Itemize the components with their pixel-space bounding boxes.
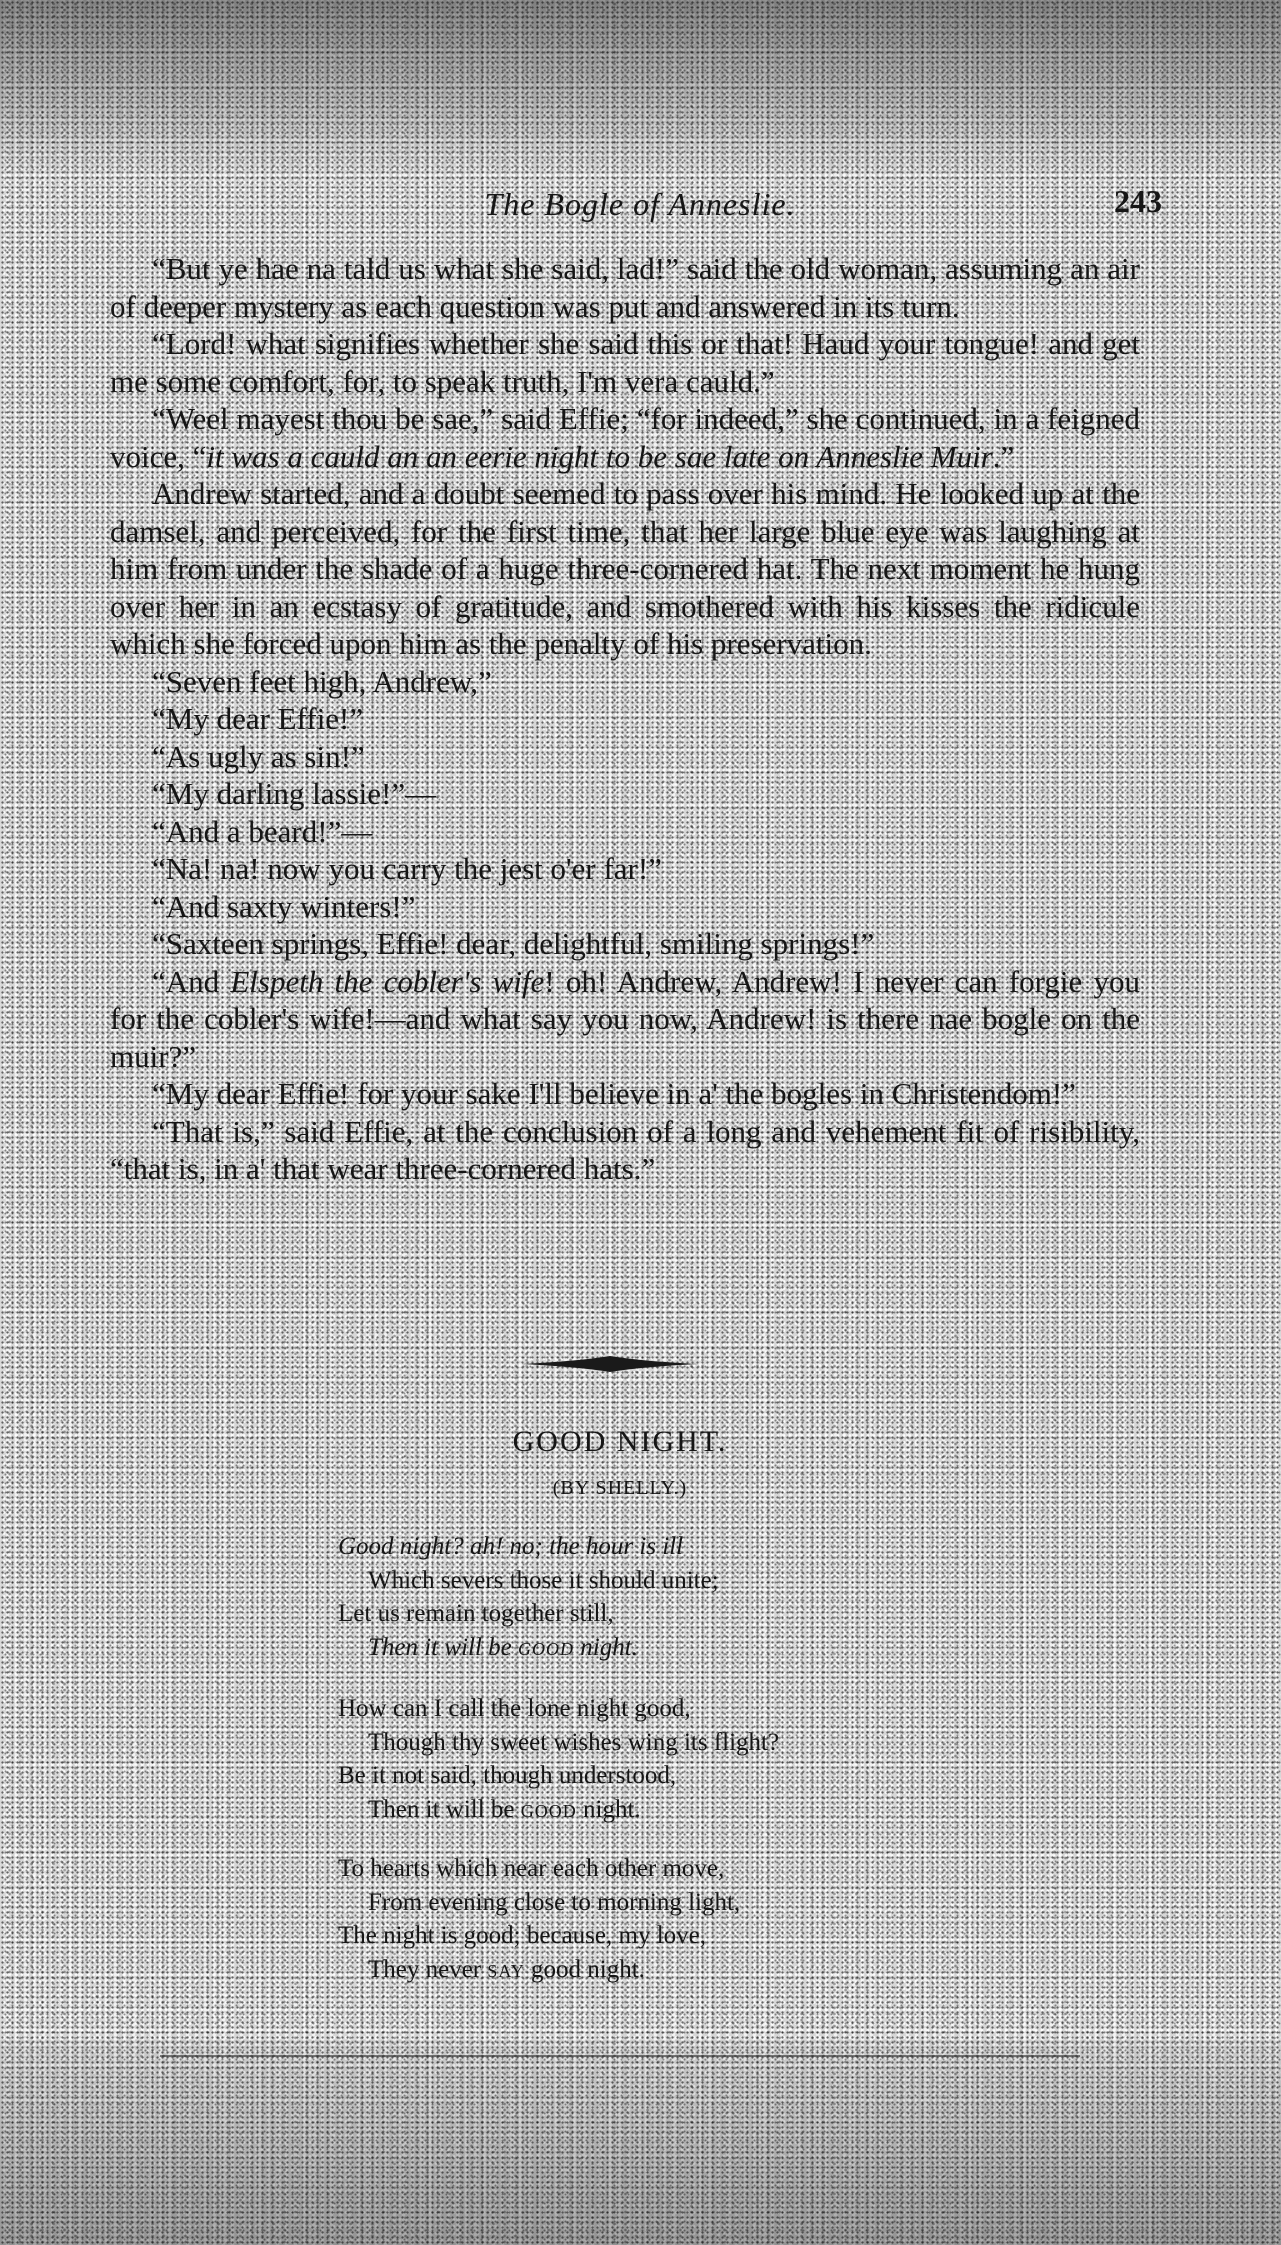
poem-line: Though thy sweet wishes wing its flight? (368, 1728, 780, 1756)
dialogue-line: “My darling lassie!”— (152, 776, 437, 811)
dialogue-line: “And a beard!”— (152, 813, 373, 849)
poem-line: Let us remain together still, (338, 1600, 614, 1627)
paragraph-italic-text: Elspeth the cobler's wife (230, 963, 545, 999)
scan-noise-bottom (0, 2040, 1281, 2245)
poem-line: Good night? ah! no; the hour is ill (338, 1533, 684, 1560)
paragraph: Andrew started, and a doubt seemed to pass over his mind. He looked up at the damsel, and perceived, for the first time, that her large blue eye was laughing at him from under the shade of a huge three-cornered hat. The next moment he hung over her in an ecstasy of gratitude, and smothered with his kisses the ridicule which she forced upon him as the penalty of his preservation. (110, 476, 1140, 661)
poem-line: From evening close to morning light, (368, 1888, 741, 1916)
dialogue-line: “As ugly as sin!” (152, 738, 365, 774)
paragraph: “My dear Effie! for your sake I'll believe in a' the bogles in Christendom!” (152, 1076, 1076, 1111)
paragraph: “Lord! what signifies whether she said this or that! Haud your tongue! and get me some comfort, for, to speak truth, I'm vera cauld.” (110, 326, 1140, 399)
paragraph-text: .” (992, 438, 1015, 474)
poem-line: To hearts which near each other move, (338, 1855, 725, 1882)
poem-stanza (338, 1692, 898, 1828)
poem-stanza (338, 1530, 898, 1666)
poem-line-text: They never (368, 1955, 488, 1983)
section-divider-ornament (520, 1352, 700, 1376)
paragraph: “That is,” said Effie, at the conclusion of a long and vehement fit of risibility, “that is, in a' that wear three-cornered hats.” (110, 1113, 1140, 1186)
poem-line: How can I call the lone night good, (338, 1695, 691, 1722)
poem-line-text: good night. (524, 1955, 645, 1983)
poem-line-text: night. (574, 1633, 638, 1661)
scan-noise-top (0, 0, 1281, 180)
poem-small-caps-word: GOOD (518, 1638, 574, 1659)
paragraph-text: “And (152, 963, 231, 999)
poem-small-caps-word: SAY (487, 1960, 525, 1981)
poem-line: Be it not said, though understood, (338, 1762, 677, 1789)
paragraph-text: “Weel mayest thou be sae,” said Effie; “for indeed,” she continued, in a feigned voice, “ (110, 401, 1140, 474)
dialogue-line: “Na! na! now you carry the jest o'er far!” (152, 851, 662, 886)
paragraph-italic-text: it was a cauld an an eerie night to be sae late on Anneslie Muir (206, 438, 993, 474)
poem-line (338, 1631, 898, 1667)
paragraph: “But ye hae na tald us what she said, lad!” said the old woman, assuming an air of deeper mystery as each question was put and answered in its turn. (110, 251, 1140, 324)
paragraph (110, 963, 1140, 1076)
page-number: 243 (1114, 183, 1162, 219)
dialogue-line: “My dear Effie!” (152, 701, 364, 736)
dialogue-line: “Seven feet high, Andrew,” (152, 663, 492, 699)
poem-title: GOOD NIGHT. (512, 1425, 728, 1458)
poem-line-text: Then it will be (368, 1633, 518, 1661)
poem-line: Which severs those it should unite; (368, 1566, 719, 1594)
running-head-title: The Bogle of Anneslie. (484, 186, 796, 222)
poem-small-caps-word: GOOD (520, 1800, 577, 1821)
footer-rule (160, 2055, 1080, 2057)
story-text (110, 250, 1140, 1188)
poem-line: The night is good; because, my love, (338, 1922, 706, 1949)
poem-line (338, 1953, 898, 1989)
dialogue-line: “And saxty winters!” (152, 888, 416, 924)
poem-line-text: night. (576, 1795, 641, 1823)
poem-stanza (338, 1852, 898, 1988)
paragraph-text: ! oh! Andrew, Andrew! I never can forgie you for the cobler's wife!—and what say you now, Andrew! is there nae bogle on the muir?” (110, 963, 1140, 1074)
poem-author: (BY SHELLY.) (552, 1477, 688, 1499)
poem-line-text: Then it will be (368, 1795, 521, 1823)
paragraph (110, 400, 1140, 475)
dialogue-line: “Saxteen springs, Effie! dear, delightful, smiling springs!” (152, 926, 875, 961)
poem-line (338, 1793, 898, 1829)
